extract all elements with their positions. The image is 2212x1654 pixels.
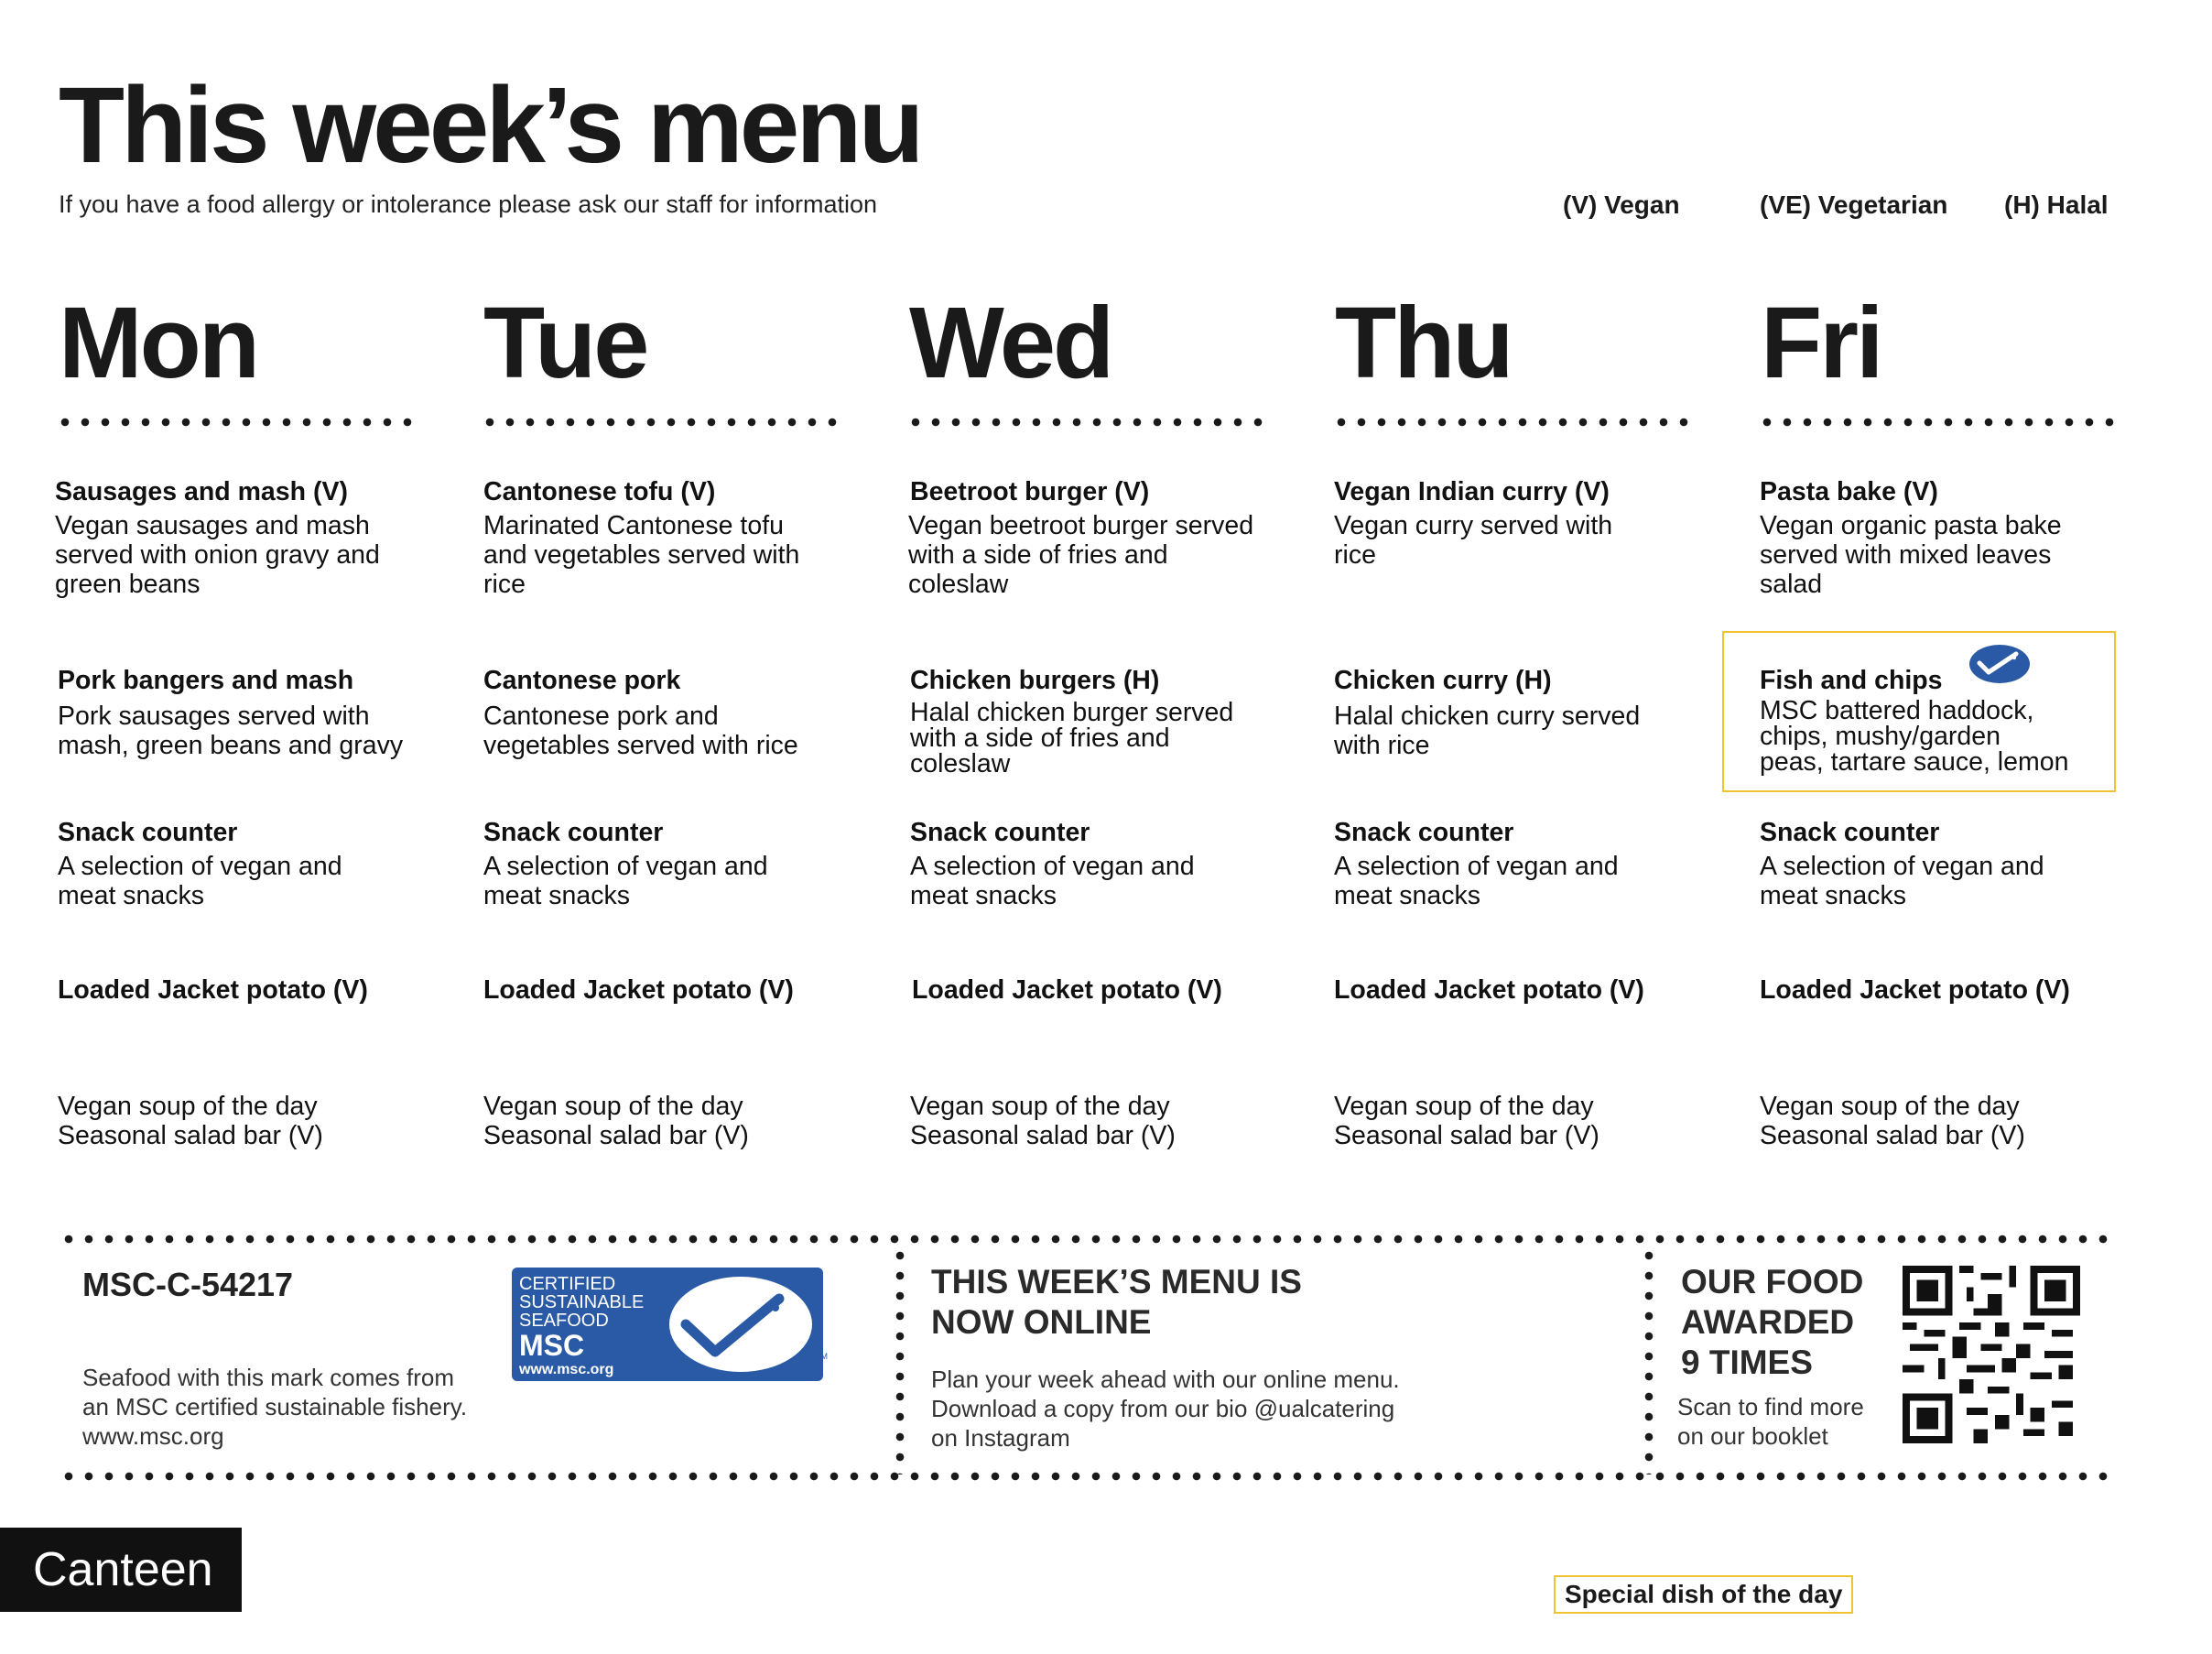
msc-description: Seafood with this mark comes from an MSC certified sustainable fishery. www.msc.org [82,1364,468,1450]
legend-halal: (H) Halal [2004,190,2109,219]
dish-description: A selection of vegan and meat snacks [1760,852,2044,910]
dish-title: Beetroot burger (V) [910,477,1150,506]
dish-description: MSC battered haddock, chips, mushy/garden peas, tartare sauce, lemon [1760,696,2069,777]
dish-title: Snack counter [483,818,664,847]
dish-title: Loaded Jacket potato (V) [1334,975,1644,1005]
msc-logo [512,1268,830,1385]
day-divider [1757,418,2116,427]
dish-description: Vegan soup of the day Seasonal salad bar (V) [483,1092,749,1150]
legend-vegan: (V) Vegan [1563,190,1680,219]
dish-title: Sausages and mash (V) [55,477,348,506]
online-menu-heading: THIS WEEK’S MENU IS NOW ONLINE [931,1263,1302,1341]
footer-divider [1644,1246,1654,1474]
dish-description: A selection of vegan and meat snacks [910,852,1195,910]
special-dish-legend: Special dish of the day [1554,1575,1853,1614]
dish-title: Loaded Jacket potato (V) [58,975,368,1005]
dish-title: Loaded Jacket potato (V) [1760,975,2070,1005]
dish-description: Vegan soup of the day Seasonal salad bar (V) [58,1092,323,1150]
msc-logo-tm: TM [816,1352,828,1361]
dish-description: Vegan soup of the day Seasonal salad bar (V) [910,1092,1176,1150]
award-text: Scan to find more on our booklet [1677,1393,1864,1450]
dish-description: A selection of vegan and meat snacks [58,852,342,910]
dish-title: Snack counter [1334,818,1514,847]
dish-title: Loaded Jacket potato (V) [483,975,794,1005]
msc-logo-line3: SEAFOOD [519,1311,609,1331]
dish-description: A selection of vegan and meat snacks [483,852,768,910]
online-menu-text: Plan your week ahead with our online menu. Download a copy from our bio @ualcatering on Instagram [931,1366,1400,1452]
msc-logo-line2: SUSTAINABLE [519,1292,645,1312]
dish-title: Snack counter [58,818,238,847]
dish-title: Chicken burgers (H) [910,666,1160,695]
msc-logo-line1: CERTIFIED [519,1274,616,1294]
day-divider [55,418,414,427]
footer-divider [895,1246,905,1474]
dish-description: Vegan organic pasta bake served with mixed leaves salad [1760,511,2062,599]
dish-description: A selection of vegan and meat snacks [1334,852,1619,910]
msc-certificate-code: MSC-C-54217 [82,1266,294,1303]
dish-description: Vegan soup of the day Seasonal salad bar (V) [1760,1092,2025,1150]
dish-title: Cantonese pork [483,666,681,695]
dish-title: Fish and chips [1760,666,1943,695]
day-divider [480,418,839,427]
dish-description: Halal chicken curry served with rice [1334,702,1641,760]
msc-logo-brand: MSC [519,1329,585,1362]
dish-title: Cantonese tofu (V) [483,477,716,506]
dish-description: Halal chicken burger served with a side of fries and coleslaw [910,698,1234,778]
day-heading-wed: Wed [909,287,1112,399]
dish-title: Vegan Indian curry (V) [1334,477,1610,506]
day-heading-fri: Fri [1761,287,1881,399]
allergy-notice: If you have a food allergy or intolerance please ask our staff for information [59,190,878,218]
legend-vegetarian: (VE) Vegetarian [1760,190,1948,219]
qr-code[interactable] [1903,1266,2080,1443]
dish-description: Vegan beetroot burger served with a side of fries and coleslaw [908,511,1254,599]
award-heading: OUR FOOD AWARDED 9 TIMES [1681,1263,1864,1381]
day-divider [1331,418,1690,427]
dish-description: Pork sausages served with mash, green beans and gravy [58,702,404,760]
dish-description: Marinated Cantonese tofu and vegetables served with rice [483,511,800,599]
footer-bottom-divider [59,1472,2109,1481]
dish-title: Pork bangers and mash [58,666,354,695]
dish-title: Chicken curry (H) [1334,666,1552,695]
msc-fish-icon [1968,641,2034,687]
msc-logo-url: www.msc.org [519,1362,614,1377]
dish-title: Pasta bake (V) [1760,477,1938,506]
dish-description: Vegan sausages and mash served with onion gravy and green beans [55,511,380,599]
dish-title: Snack counter [1760,818,1940,847]
dish-description: Vegan soup of the day Seasonal salad bar (V) [1334,1092,1599,1150]
day-heading-thu: Thu [1335,287,1512,399]
day-heading-mon: Mon [59,287,258,399]
day-heading-tue: Tue [483,287,647,399]
dish-title: Loaded Jacket potato (V) [912,975,1222,1005]
dish-description: Vegan curry served with rice [1334,511,1613,570]
page-title: This week’s menu [59,65,921,186]
footer-top-divider [59,1235,2109,1244]
dish-title: Snack counter [910,818,1090,847]
dish-description: Cantonese pork and vegetables served with rice [483,702,798,760]
canteen-label: Canteen [0,1528,242,1612]
day-divider [905,418,1264,427]
